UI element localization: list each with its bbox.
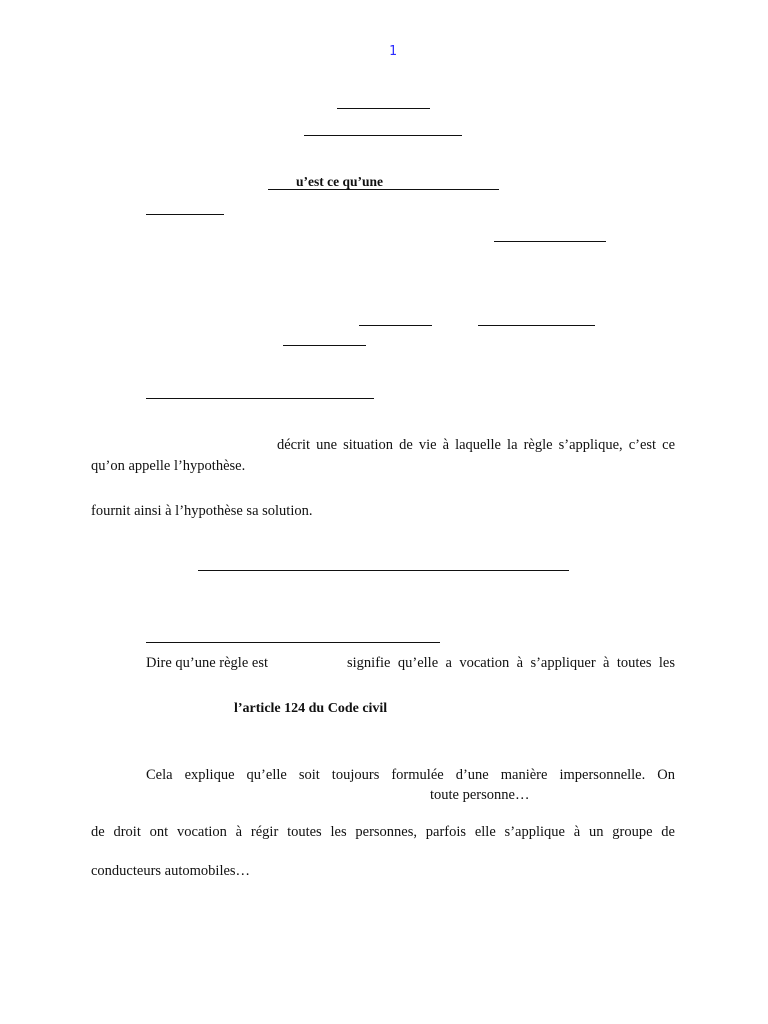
paragraph-solution: fournit ainsi à l’hypothèse sa solution. xyxy=(91,503,313,519)
page-number: 1 xyxy=(389,44,397,59)
paragraph-generality-part1: Dire qu’une règle est xyxy=(146,655,268,671)
paragraph-generality-part2: signifie qu’elle a vocation à s’appliquer à toutes les xyxy=(347,655,675,671)
text-underline xyxy=(283,345,366,346)
section-heading: u’est ce qu’une xyxy=(296,174,383,189)
title-underline xyxy=(337,108,430,109)
text-underline xyxy=(478,325,595,326)
article-reference: l’article 124 du Code civil xyxy=(234,701,388,716)
paragraph-impersonal-line2: toute personne… xyxy=(430,787,530,803)
paragraph-scope-line1: de droit ont vocation à régir toutes les personnes, parfois elle s’applique à un groupe de xyxy=(91,824,675,840)
paragraph-impersonal-line1: Cela explique qu’elle soit toujours formulée d’une manière impersonnelle. On xyxy=(146,767,675,783)
paragraph-hypothesis-line1: décrit une situation de vie à laquelle la règle s’applique, c’est ce xyxy=(277,437,675,453)
paragraph-scope-line2: conducteurs automobiles… xyxy=(91,863,251,879)
text-underline xyxy=(494,241,606,242)
subheading-underline xyxy=(146,642,440,643)
subheading-underline xyxy=(146,398,374,399)
text-underline xyxy=(359,325,432,326)
section-underline xyxy=(198,570,569,571)
section-heading-underline xyxy=(268,189,499,190)
subheading-underline xyxy=(146,214,224,215)
paragraph-hypothesis-line2: qu’on appelle l’hypothèse. xyxy=(91,458,246,474)
subtitle-underline xyxy=(304,135,462,136)
